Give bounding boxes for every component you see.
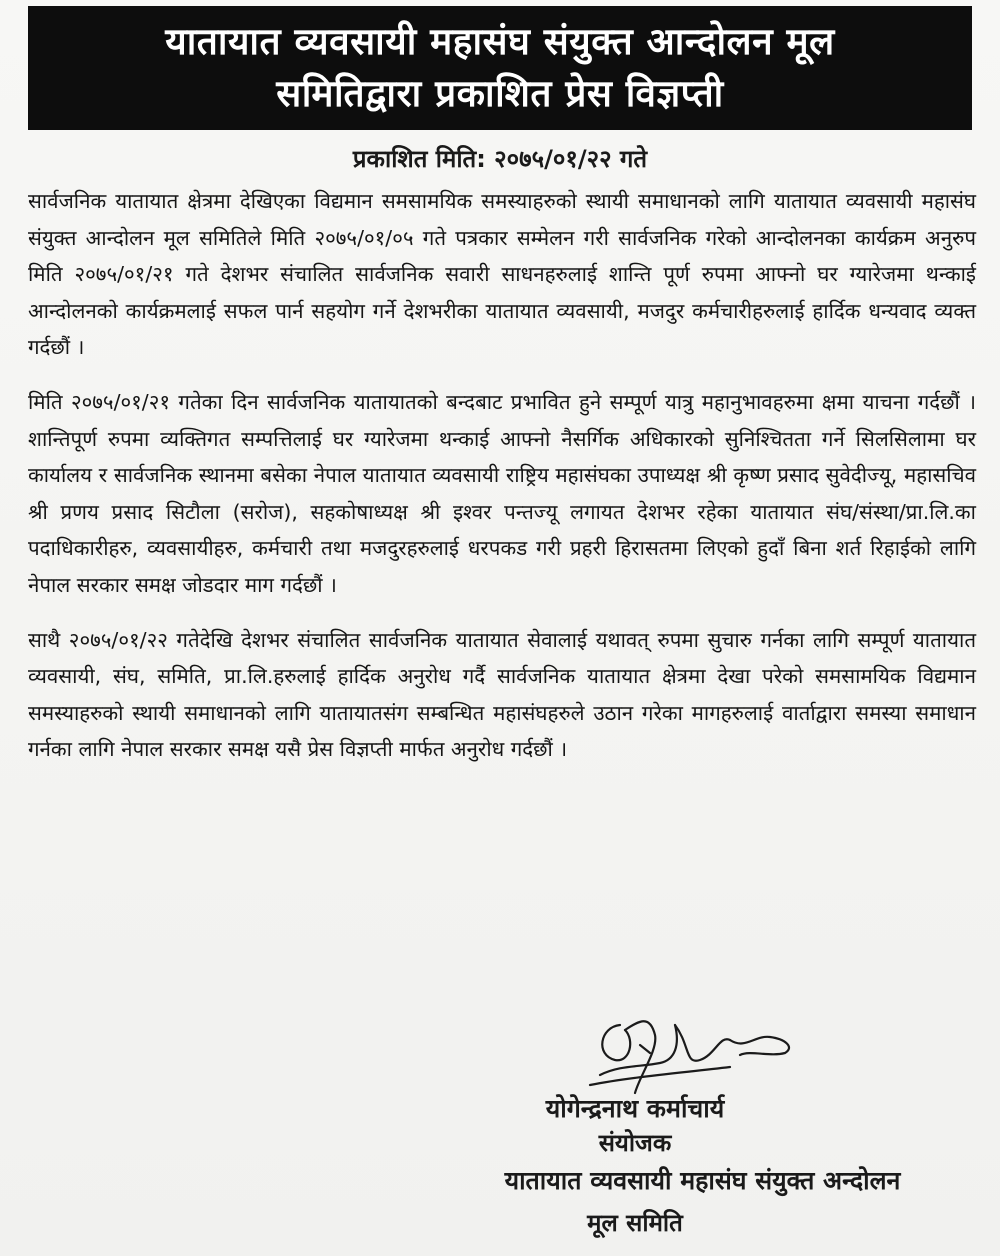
handwritten-signature xyxy=(580,1005,810,1100)
signatory-role: संयोजक xyxy=(598,1129,672,1157)
signatory-organization: यातायात व्यवसायी महासंघ संयुक्त अन्दोलन xyxy=(504,1166,901,1195)
paragraph-2: मिति २०७५/०१/२१ गतेका दिन सार्वजनिक यातायातको बन्दबाट प्रभावित हुने सम्पूर्ण यात्रु महानुभावहरुमा क्षमा याचना गर्दछौं । शान्तिपूर्ण रुपमा व्यक्तिगत सम्पत्तिलाई घर ग्यारेजमा थन्काई आफ्नो नैसर्गिक अधिकारको सुनिश्चितता गर्ने सिलसिलामा घर कार्यालय र सार्वजनिक स्थानमा बसेका नेपाल यातायात व्यवसायी राष्ट्रिय महासंघका उपाध्यक्ष श्री कृष्ण प्रसाद सुवेदीज्यू, महासचिव श्री प्रणय प्रसाद सिटौला (सरोज), सहकोषाध्यक्ष श्री इश्वर पन्तज्यू लगायत देशभर रहेका यातायात संघ/संस्था/प्रा.लि.का पदाधिकारीहरु, व्यवसायीहरु, कर्मचारी तथा मजदुरहरुलाई धरपकड गरी प्रहरी हिरासतमा लिएको हुदाँ बिना शर्त रिहाईको लागि नेपाल सरकार समक्ष जोडदार माग गर्दछौं । xyxy=(28,389,976,597)
press-release-body xyxy=(28,183,976,786)
paragraph-1: सार्वजनिक यातायात क्षेत्रमा देखिएका विद्यमान समसामयिक समस्याहरुको स्थायी समाधानको लागि यातायात व्यवसायी महासंघ संयुक्त आन्दोलन मूल समितिले मिति २०७५/०१/०५ गते पत्रकार सम्मेलन गरी सार्वजनिक गरेको आन्दोलनका कार्यक्रम अनुरुप मिति २०७५/०१/२१ गते देशभर संचालित सार्वजनिक सवारी साधनहरुलाई शान्ति पूर्ण रुपमा आफ्नो घर ग्यारेजमा थन्काई आन्दोलनको कार्यक्रमलाई सफल पार्न सहयोग गर्ने देशभरीका यातायात व्यवसायी, मजदुर कर्मचारीहरुलाई हार्दिक धन्यवाद व्यक्त गर्दछौं । xyxy=(28,189,976,360)
title-banner xyxy=(28,6,972,130)
title-line-1: यातायात व्यवसायी महासंघ संयुक्त आन्दोलन मूल xyxy=(165,20,835,63)
signatory-name: योगेन्द्रनाथ कर्माचार्य xyxy=(545,1094,725,1123)
signatory-committee: मूल समिति xyxy=(587,1209,683,1237)
paragraph-3: साथै २०७५/०१/२२ गतेदेखि देशभर संचालित सार्वजनिक यातायात सेवालाई यथावत् रुपमा सुचारु गर्नका लागि सम्पूर्ण यातायात व्यवसायी, संघ, समिति, प्रा.लि.हरुलाई हार्दिक अनुरोध गर्दै सार्वजनिक यातायात क्षेत्रमा देखा परेको समसामयिक विद्यमान समस्याहरुको स्थायी समाधानको लागि यातायातसंग सम्बन्धित महासंघहरुले उठान गरेका मागहरुलाई वार्ताद्वारा समस्या समाधान गर्नका लागि नेपाल सरकार समक्ष यसै प्रेस विज्ञप्ती मार्फत अनुरोध गर्दछौं । xyxy=(28,627,976,762)
title-line-2: समितिद्वारा प्रकाशित प्रेस विज्ञप्ती xyxy=(276,72,724,115)
publication-date: प्रकाशित मिति: २०७५/०१/२२ गते xyxy=(352,145,648,173)
